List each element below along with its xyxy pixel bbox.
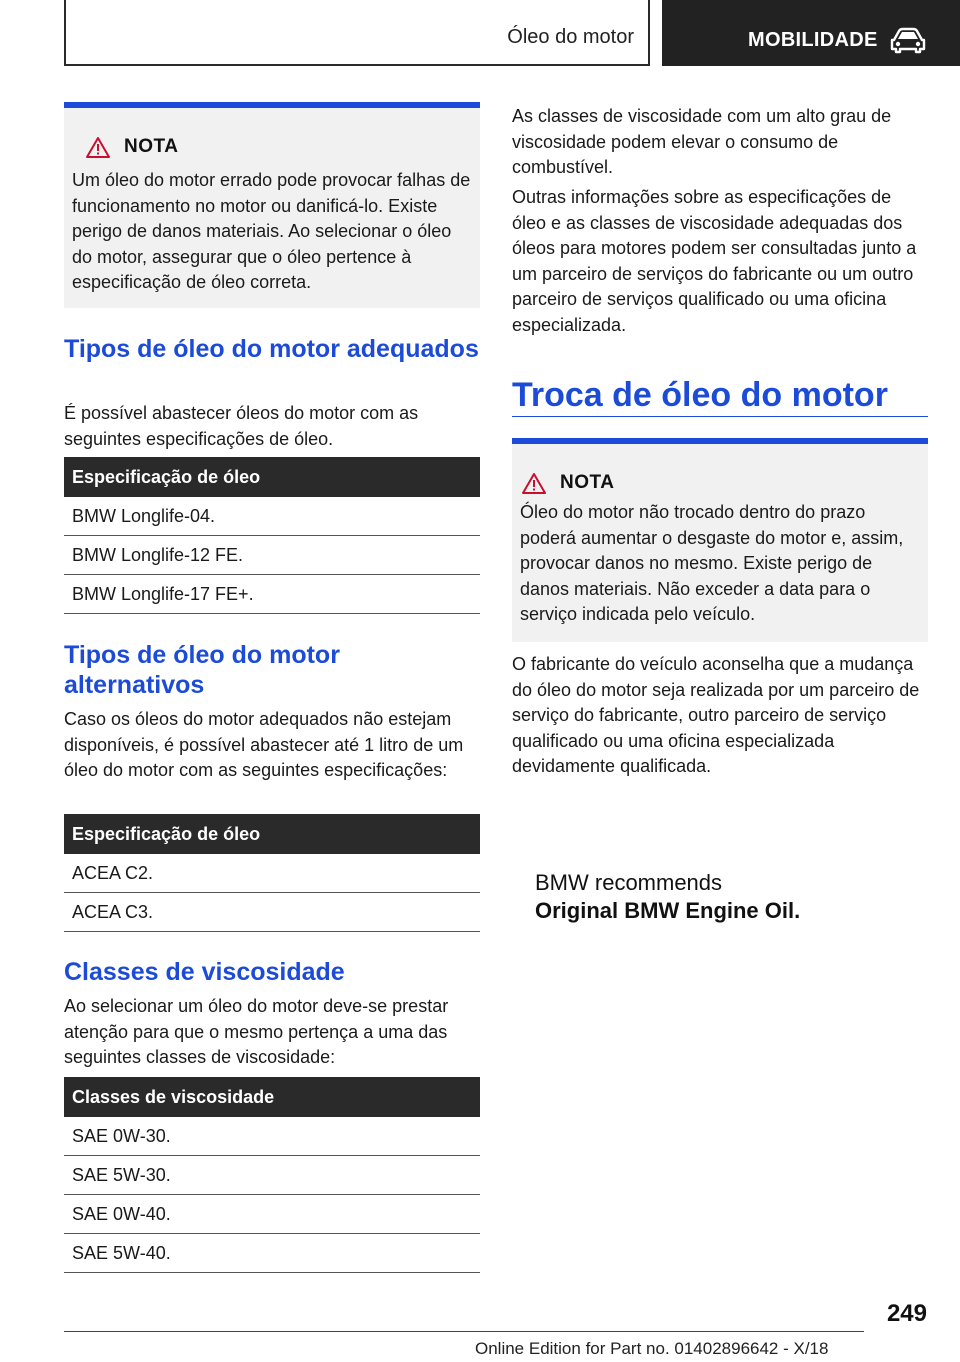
table-header: Especificação de óleo [64,814,480,854]
warning-triangle-icon [86,136,110,158]
heading-suitable-oils: Tipos de óleo do motor adequados [64,335,479,363]
notice-header [522,470,614,496]
table-row: BMW Longlife-17 FE+. [64,575,480,614]
suitable-intro: É possível abastecer óleos do motor com as seguintes especificações de óleo. [64,403,419,449]
manufacturer-advice-text: O fabricante do veículo aconselha que a mudança do óleo do motor seja realizada por um parceiro de serviço do fabricante, outro parceiro de serviço qualificado ou uma oficina especializada devidamente qualificada. [512,654,920,776]
notice-text: Um óleo do motor errado pode provocar falhas de funcionamento no motor ou danificá-lo. Existe perigo de danos materiais. Ao selecionar o óleo do motor, assegurar que o óleo pertence à especificação de óleo correta. [72,170,471,292]
table-row: BMW Longlife-04. [64,497,480,536]
alternative-intro: Caso os óleos do motor adequados não estejam disponíveis, é possível abastecer até 1 litro de um óleo do motor com as seguintes especificações: [64,709,464,780]
warning-triangle-icon [522,472,546,494]
header-chapter-label: MOBILIDADE [748,29,878,51]
heading-viscosity-classes: Classes de viscosidade [64,958,345,986]
more-info-text: Outras informações sobre as especificações de óleo e as classes de viscosidade adequadas dos óleos para motores podem ser consultadas junto a um parceiro de serviços do fabricante ou um outro parceiro de serviços qualificado ou uma oficina especializada. [512,187,917,335]
table-alternative-specs [64,814,480,932]
heading-alternative-oils: Tipos de óleo do motor alternativos [64,641,340,699]
viscosity-consumption-text: As classes de viscosidade com um alto grau de viscosidade podem elevar o consumo de combustível. [512,106,892,177]
car-icon [890,26,926,54]
notice-title: NOTA [560,472,615,493]
heading-underline [512,416,928,417]
table-row: SAE 5W-40. [64,1234,480,1273]
notice-title: NOTA [124,136,179,157]
notice-text: Óleo do motor não trocado dentro do prazo poderá aumentar o desgaste do motor e, assim, provocar danos no mesmo. Existe perigo de danos materiais. Não exceder a data para o serviço indicada pelo veículo. [520,502,904,624]
header-section-box [64,0,650,66]
table-viscosity-classes [64,1077,480,1273]
table-suitable-specs [64,457,480,614]
ad-bmw-recommends: BMW recommends [535,870,723,895]
page-number: 249 [886,1300,927,1327]
table-row: ACEA C2. [64,854,480,893]
footer-edition-text: Online Edition for Part no. 01402896642 - X/18 [475,1339,829,1358]
header-section-title: Óleo do motor [507,26,634,48]
table-header: Classes de viscosidade [64,1077,480,1117]
table-header: Especificação de óleo [64,457,480,497]
notice-header [86,134,178,160]
table-row: SAE 0W-40. [64,1195,480,1234]
footer-divider [64,1331,864,1332]
notice-box-oil-change [512,438,928,642]
table-row: ACEA C3. [64,893,480,932]
heading-oil-change: Troca de óleo do motor [512,376,888,414]
table-row: SAE 0W-30. [64,1117,480,1156]
table-row: BMW Longlife-12 FE. [64,536,480,575]
notice-box-wrong-oil [64,102,480,308]
ad-original-engine-oil: Original BMW Engine Oil. [535,898,801,923]
viscosity-intro: Ao selecionar um óleo do motor deve-se prestar atenção para que o mesmo pertença a uma das seguintes classes de viscosidade: [64,996,449,1067]
header-chapter-tab [662,0,960,66]
table-row: SAE 5W-30. [64,1156,480,1195]
